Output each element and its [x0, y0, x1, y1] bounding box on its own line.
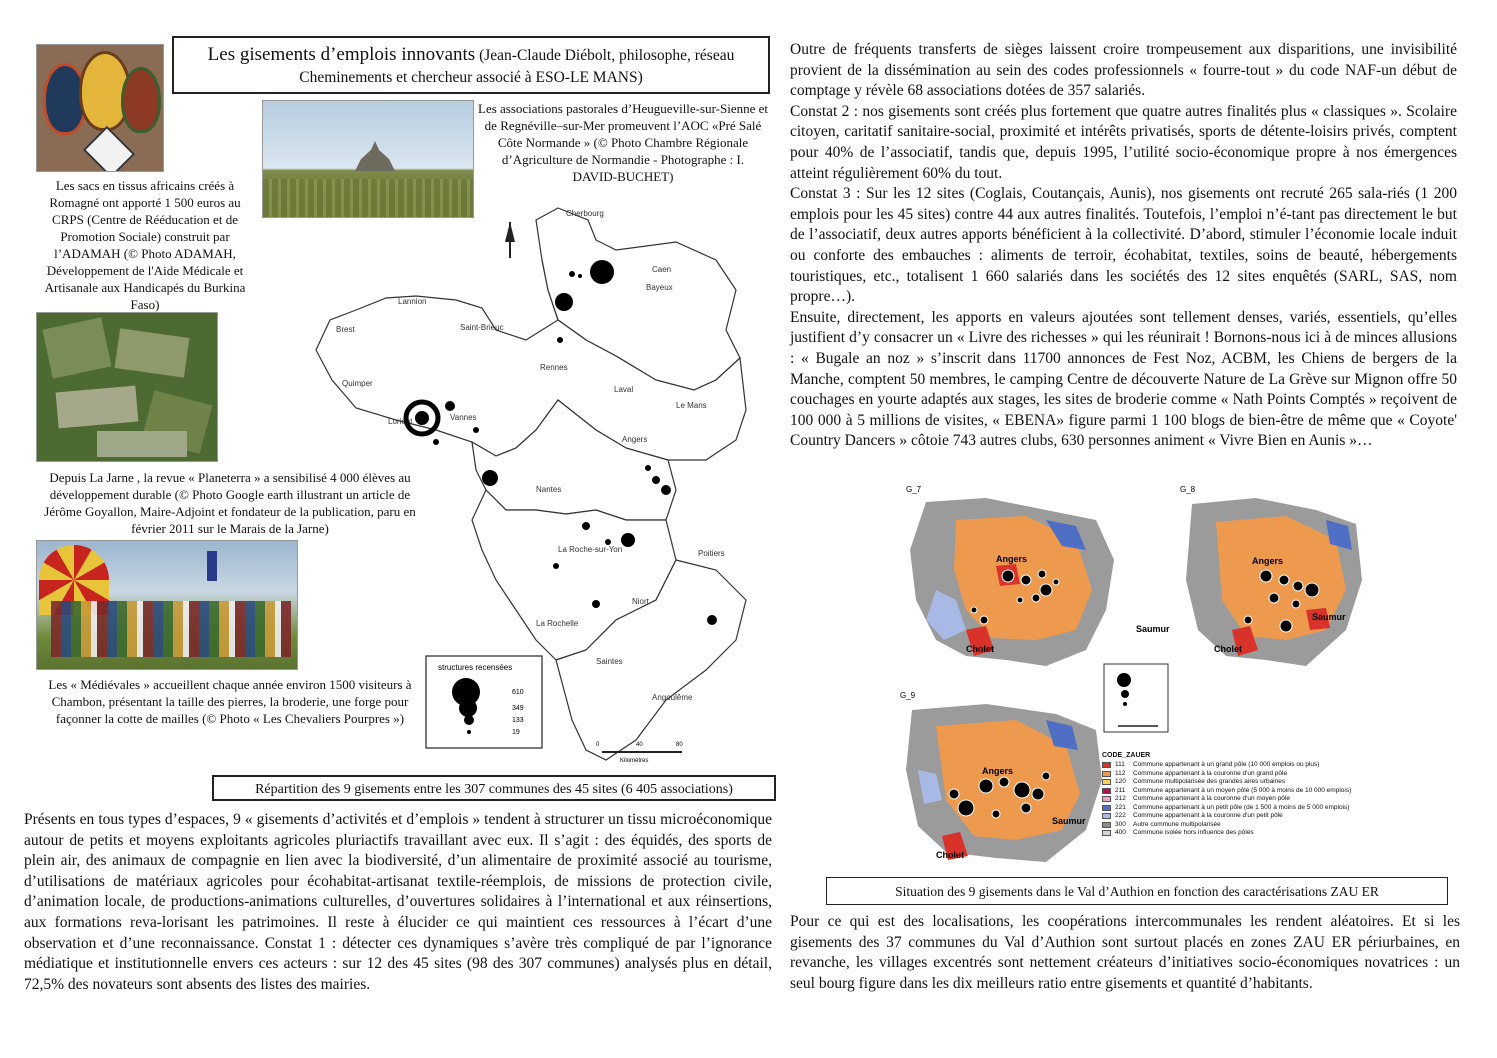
right-paragraph-4: Ensuite, directement, les apports en valeurs ajoutées sont tellement denses, variés, essentiels, qu’elles justifient d’y consacrer un « Livre des richesses » qui les réunirait ! Bornons-nous ici à de minces allusions : « Bugale an noz » s’inscrit dans 11700 annonces de Fest Noz, ACBM, les Chiens de bergers de la Manche, comptent 50 membres, le camping Centre de découverte Nature de La Grève sur Mignon offre 50 couchages en yourte adaptés aux stages, les sites de broderie comme « Nath Points Comptés » reçoivent de 100 000 à 5 millions de visites, « EBENA» figure parmi 1 100 blogs de bien-être de même que « Coyote' Country Dancers » côtoie 743 autres clubs, 630 personnes animent « Vivre Bien en Aunis »…	[790, 308, 1457, 450]
city-caen: Caen	[652, 265, 672, 274]
zau-legend-text: Autre commune multipolarisée	[1133, 820, 1221, 828]
city-bayeux: Bayeux	[646, 283, 673, 292]
zau-caption: Situation des 9 gisements dans le Val d’Authion en fonction des caractérisations ZAU ER	[895, 884, 1379, 899]
city-brest: Brest	[336, 325, 355, 334]
legend-title: structures recensées	[438, 663, 513, 672]
zau-g8-saumur: Saumur	[1312, 612, 1346, 622]
zau-legend-text: Commune isolée hors influence des pôles	[1133, 829, 1254, 836]
zau-figure	[896, 480, 1366, 872]
zau-legend-swatch	[1102, 771, 1111, 777]
bags-caption: Les sacs en tissus africains créés à Romagné ont apporté 1 500 euros au CRPS (Centre de Rééducation et de Promotion Sociale) construit par l’ADAMAH (© Photo ADAMAH, Développement de l'Aide Médicale et Artisanale aux Handicapés du Burkina Faso)	[44, 178, 246, 312]
zau-legend-swatch	[1102, 762, 1111, 768]
scale-label-80: 80	[676, 742, 683, 748]
right-paragraph-2: Constat 2 : nos gisements sont créés plus fortement que quatre autres finalités plus « classiques ». Scolaire citoyen, caritatif sanitaire-social, proximité et intérêts privatisés, sports de détente-loisirs privés, comptent pour 40% de l’associatif, tandis que, depuis 1995, l’utilité socio-économique propre à nos émergences atteint régulièrement 60% du tout.	[790, 102, 1457, 182]
city-saintes: Saintes	[596, 657, 623, 666]
city-niort: Niort	[632, 597, 649, 606]
scale-unit: Kilomètres	[620, 758, 649, 764]
city-vannes: Vannes	[450, 413, 477, 422]
zau-g8-label: G_8	[1180, 485, 1196, 494]
jarne-aerial-photo	[36, 312, 218, 462]
jarne-caption: Depuis La Jarne , la revue « Planeterra » a sensibilisé 4 000 élèves au développement durable (© Photo Google earth illustrant un article de Jérôme Goyallon, Maire-Adjoint et fondateur de la publication, paru en février 2011 sur le Marais de la Jarne)	[44, 470, 416, 536]
zau-legend-row	[1102, 795, 1362, 804]
zau-legend-row	[1102, 761, 1362, 770]
city-cherbourg: Cherbourg	[566, 209, 604, 218]
closing-paragraph: Pour ce qui est des localisations, les coopérations intercommunales les rendent aléatoires. Et si les gisements des 37 communes du Val d’Authion sont surtout placés en zones ZAU ER périurbaines, en revanche, les villages excentrés sont nettement créateurs d’initiatives socio-économiques novatrices : un seul bourg figure dans les dix meilleurs ratio entre gisements et quantité d’habitants.	[790, 913, 1460, 992]
bags-photo	[36, 44, 164, 172]
zau-legend-text: Commune appartenant à un petit pôle (de 1 500 à moins de 5 000 emplois)	[1133, 803, 1350, 811]
regional-map-svg	[296, 180, 768, 776]
zau-map-g9	[900, 691, 1102, 862]
right-paragraph-3: Constat 3 : Sur les 12 sites (Coglais, Coutançais, Aunis), nos gisements ont recruté 265 sala-riés (1 200 emplois pour les 45 sites) contre 44 aux autres finalités. Toutefois, l’emploi n’é-tant pas directement le but de l’associatif, deux autres apports bénéficient à la collectivité. D’abord, stimuler l’économie locale induit ou conforte des embauches : aliments de terroir, écohabitat, textiles, soins de beauté, hébergements touristiques, etc., totalisent 1 660 salariés dans les sociétés des 12 sites enquêtés (SARL, SAS, nom propre…).	[790, 185, 1457, 306]
city-nantes: Nantes	[536, 485, 562, 494]
zau-legend-title: CODE_ZAUER	[1102, 752, 1151, 759]
zau-legend-swatch	[1102, 830, 1111, 836]
map-caption: Répartition des 9 gisements entre les 307 communes des 45 sites (6 405 associations)	[255, 782, 733, 797]
zau-legend-text: Commune multipolarisée des grandes aires urbaines	[1133, 778, 1286, 785]
zau-legend-swatch	[1102, 813, 1111, 819]
city-lorient: Lorient	[388, 417, 413, 426]
city-la-roche-sur-yon: La Roche-sur-Yon	[558, 545, 623, 554]
city-la-rochelle: La Rochelle	[536, 619, 579, 628]
zau-map-g8	[1180, 485, 1362, 666]
zau-legend-swatch	[1102, 796, 1111, 802]
zau-legend-code: 111	[1115, 761, 1125, 768]
zau-caption-box	[826, 877, 1448, 905]
zau-map-g7	[906, 485, 1114, 666]
page-title: Les gisements d’emplois innovants	[207, 44, 476, 65]
zau-legend-text: Commune appartenant à la couronne d'un petit pôle	[1133, 812, 1283, 819]
zau-legend-text: Commune appartenant à un moyen pôle (5 000 à moins de 10 000 emplois)	[1133, 786, 1352, 794]
zau-legend-row	[1102, 787, 1362, 796]
zau-legend-swatch	[1102, 788, 1111, 794]
city-rennes: Rennes	[540, 363, 568, 372]
city-angers: Angers	[622, 435, 648, 444]
zau-legend-code: 221	[1115, 803, 1126, 811]
city-le-mans: Le Mans	[676, 401, 707, 410]
city-quimper: Quimper	[342, 379, 373, 388]
zau-legend-code: 112	[1115, 769, 1126, 777]
zau-legend-swatch	[1102, 779, 1111, 785]
zau-legend-row	[1102, 821, 1362, 830]
title-box	[172, 36, 770, 94]
legend-value-349: 349	[512, 705, 524, 712]
legend-value-133: 133	[512, 717, 524, 724]
zau-legend-code: 120	[1115, 778, 1126, 785]
zau-legend	[1102, 752, 1362, 838]
map-caption-box	[212, 775, 776, 801]
zau-g9-cholet: Cholet	[936, 850, 964, 860]
legend-value-19: 19	[512, 729, 520, 736]
map-legend	[426, 656, 542, 748]
zau-g9-angers: Angers	[982, 766, 1014, 776]
zau-legend-row	[1102, 778, 1362, 787]
zau-g7-label: G_7	[906, 485, 922, 494]
city-saint-brieuc: Saint-Brieuc	[460, 323, 504, 332]
scale-label-40: 40	[636, 742, 643, 748]
city-laval: Laval	[614, 385, 634, 394]
zau-legend-code: 300	[1115, 820, 1126, 828]
zau-g7-cholet: Cholet	[966, 644, 994, 654]
zau-g9-label: G_9	[900, 691, 916, 700]
zau-side-saumur: Saumur	[1136, 624, 1170, 634]
right-paragraph-1: Outre de fréquents transferts de sièges laissent croire trompeusement aux disparitions, une invisibilité provient de la dissémination au sein des codes professionnels « fourre-tout » du code NAF-un début de comptage y révèle 68 associations dotées de 357 salariés.	[790, 41, 1457, 100]
medievales-photo	[36, 540, 298, 670]
zau-legend-text: Commune appartenant à un grand pôle (10 000 emplois ou plus)	[1133, 761, 1320, 768]
zau-legend-code: 400	[1115, 829, 1126, 836]
zau-legend-row	[1102, 829, 1362, 838]
zau-g8-cholet: Cholet	[1214, 644, 1242, 654]
zau-legend-row	[1102, 812, 1362, 821]
zau-legend-code: 222	[1115, 812, 1126, 819]
zau-legend-code: 212	[1115, 795, 1126, 802]
scale-label-0: 0	[596, 742, 600, 748]
zau-g8-angers: Angers	[1252, 556, 1284, 566]
zau-legend-row	[1102, 804, 1362, 813]
regional-map	[296, 180, 768, 776]
zau-g9-saumur: Saumur	[1052, 816, 1086, 826]
zau-legend-code: 211	[1115, 786, 1126, 794]
right-column	[790, 40, 1457, 452]
title-author: (Jean-Claude Diébolt, philosophe, réseau Cheminements et chercheur associé à ESO-LE MANS)	[299, 47, 735, 86]
legend-value-610: 610	[512, 689, 524, 696]
city-lannion: Lannion	[398, 297, 427, 306]
city-poitiers: Poitiers	[698, 549, 725, 558]
medievales-caption: Les « Médiévales » accueillent chaque année environ 1500 visiteurs à Chambon, présentant la taille des pierres, la broderie, une forge pour façonner la cotte de mailles (© Photo « Les Chevaliers Pourpres »)	[48, 677, 412, 726]
mont-caption: Les associations pastorales d’Heugueville-sur-Sienne et de Regnéville–sur-Mer promeuvent l’AOC «Pré Salé Côte Normande » (© Photo Chambre Régionale d’Agriculture de Normandie - Photographe : I. DAVID-BUCHET)	[478, 101, 768, 184]
zau-legend-swatch	[1102, 805, 1111, 811]
north-arrow-icon	[505, 222, 515, 258]
zau-legend-swatch	[1102, 822, 1111, 828]
zau-g7-angers: Angers	[996, 554, 1028, 564]
zau-legend-text: Commune appartenant à la couronne d'un grand pôle	[1133, 769, 1288, 777]
zau-legend-row	[1102, 770, 1362, 779]
left-paragraph: Présents en tous types d’espaces, 9 « gisements d’activités et d’emplois » tendent à structurer un tissu microéconomique autour de petits et moyens exploitants agricoles pluriactifs travaillant avec eux. Il s’agit : des équidés, des sports de plein air, des animaux de compagnie en lien avec la biodiversité, d’un alimentaire de proximité associé au tourisme, d’utilisations de matériaux agricoles pour écohabitat-artisanat textile-réemplois, de missions de protection civile, d’animation locale, de productions-animations culturelles, d’ouvertures solidaires à l’international et aux réinsertions, aux formations reva-lorisant les patrimoines. Il reste à élucider ce qui maintient ces ressources à l’écart d’une observation et d’une reconnaissance. Constat 1 : détecter ces dynamiques s’avère très compliqué de par l’ignorance médiatique et institutionnelle envers ces acteurs : sur 12 des 45 sites (98 des 307 communes) analysés plus en détail, 72,5% des novateurs sont absents des listes des mairies.	[24, 811, 772, 993]
zau-legend-text: Commune appartenant à la couronne d'un moyen pôle	[1133, 795, 1290, 802]
city-angouleme: Angoulême	[652, 693, 693, 702]
